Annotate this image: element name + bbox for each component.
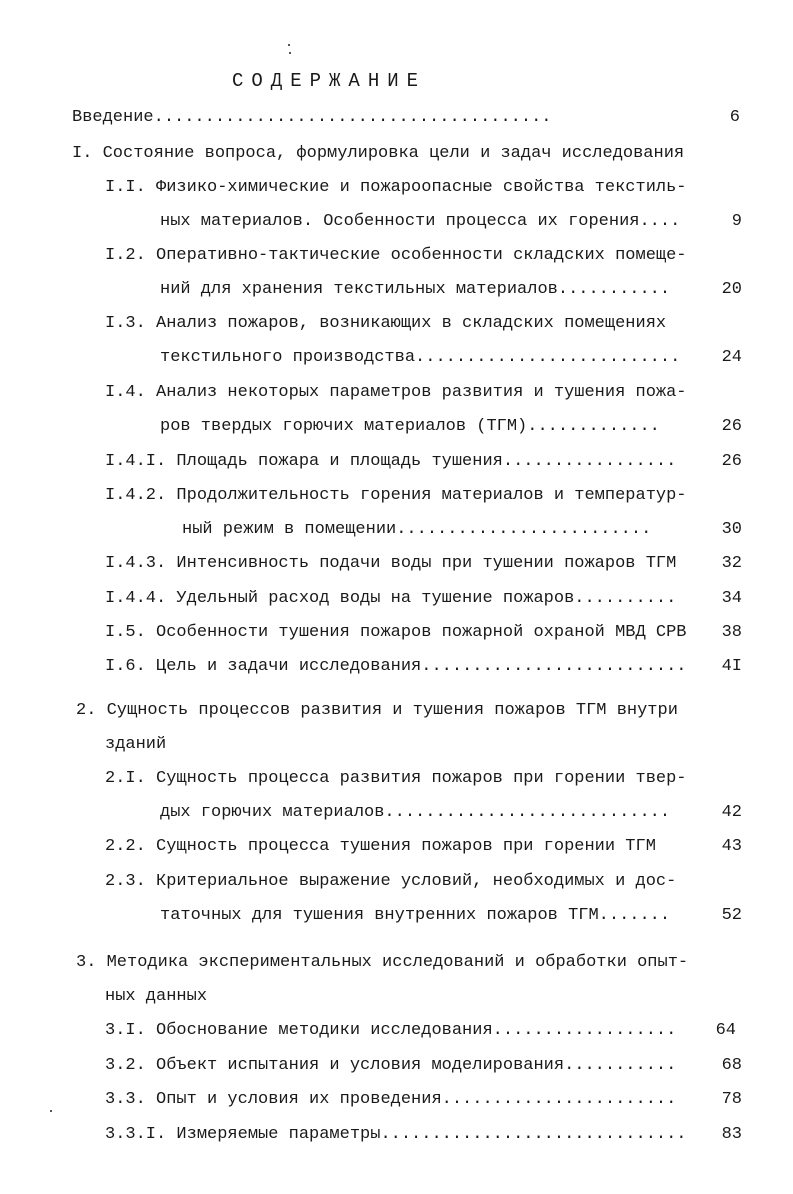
toc-page-intro: 6 (729, 108, 740, 127)
toc-entry-2-2: 2.2. Сущность процесса тушения пожаров при горении ТГМ (105, 837, 656, 856)
toc-chapter-2: 2. Сущность процессов развития и тушения пожаров ТГМ внутри (76, 701, 678, 720)
toc-entry-3-3-1: 3.3.I. Измеряемые параметры.............................. (105, 1125, 687, 1144)
toc-chapter-3-cont: ных данных (105, 987, 208, 1006)
toc-entry-2-3: 2.3. Критериальное выражение условий, необходимых и дос- (105, 872, 677, 891)
toc-entry-1-2: I.2. Оперативно-тактические особенности складских помеще- (105, 246, 687, 265)
toc-entry-1-1: I.I. Физико-химические и пожароопасные свойства текстиль- (105, 178, 687, 197)
toc-page-1-4-4: 34 (721, 589, 742, 608)
toc-page-1-3: 24 (721, 348, 742, 367)
toc-entry-1-4-1: I.4.I. Площадь пожара и площадь тушения................. (105, 452, 677, 471)
toc-page-1-4-3: 32 (721, 554, 742, 573)
toc-page-1-5: 38 (721, 623, 742, 642)
scan-speck (50, 1110, 52, 1112)
toc-entry-2-1: 2.I. Сущность процесса развития пожаров при горении твер- (105, 769, 687, 788)
toc-entry-1-4: I.4. Анализ некоторых параметров развития и тушения пожа- (105, 383, 687, 402)
page-title: СОДЕРЖАНИЕ (232, 70, 427, 92)
scan-speck (288, 44, 290, 46)
toc-page-1-4-1: 26 (721, 452, 742, 471)
toc-page-2-3: 52 (721, 906, 742, 925)
toc-entry-1-4-4: I.4.4. Удельный расход воды на тушение пожаров.......... (105, 589, 677, 608)
toc-page-2-1: 42 (721, 803, 742, 822)
toc-entry-3-3: 3.3. Опыт и условия их проведения....................... (105, 1090, 677, 1109)
toc-entry-1-5: I.5. Особенности тушения пожаров пожарной охраной МВД СРВ (105, 623, 687, 642)
toc-entry-1-2-cont: ний для хранения текстильных материалов........... (160, 280, 671, 299)
toc-entry-1-3-cont: текстильного производства.......................... (160, 348, 681, 367)
toc-entry-2-3-cont: таточных для тушения внутренних пожаров ТГМ....... (160, 906, 671, 925)
toc-entry-1-4-cont: ров твердых горючих материалов (ТГМ)............. (160, 417, 660, 436)
toc-page-2-2: 43 (721, 837, 742, 856)
toc-page-3-3: 78 (721, 1090, 742, 1109)
toc-chapter-2-cont: зданий (105, 735, 167, 754)
toc-page-1-6: 4I (721, 657, 742, 676)
toc-entry-1-4-2-cont: ный режим в помещении......................... (182, 520, 652, 539)
toc-entry-1-4-3: I.4.3. Интенсивность подачи воды при тушении пожаров ТГМ (105, 554, 677, 573)
toc-entry-intro: Введение....................................... (72, 108, 552, 127)
toc-page-1-2: 20 (721, 280, 742, 299)
toc-page-1-4-2: 30 (721, 520, 742, 539)
toc-chapter-1: I. Состояние вопроса, формулировка цели и задач исследования (72, 144, 685, 163)
toc-entry-1-6: I.6. Цель и задачи исследования.......................... (105, 657, 687, 676)
toc-entry-1-1-cont: ных материалов. Особенности процесса их горения.... (160, 212, 681, 231)
toc-page-1-1: 9 (731, 212, 742, 231)
toc-page-3-3-1: 83 (721, 1125, 742, 1144)
toc-entry-3-2: 3.2. Объект испытания и условия моделирования........... (105, 1056, 677, 1075)
toc-chapter-3: 3. Методика экспериментальных исследований и обработки опыт- (76, 953, 689, 972)
toc-page-3-1: 64 (715, 1021, 736, 1040)
toc-page-1-4: 26 (721, 417, 742, 436)
toc-entry-1-3: I.3. Анализ пожаров, возникающих в складских помещениях (105, 314, 667, 333)
toc-entry-2-1-cont: дых горючих материалов............................ (160, 803, 671, 822)
toc-entry-1-4-2: I.4.2. Продолжительность горения материалов и температур- (105, 486, 687, 505)
toc-entry-3-1: 3.I. Обоснование методики исследования.................. (105, 1021, 677, 1040)
toc-page-3-2: 68 (721, 1056, 742, 1075)
scan-speck (289, 52, 291, 54)
